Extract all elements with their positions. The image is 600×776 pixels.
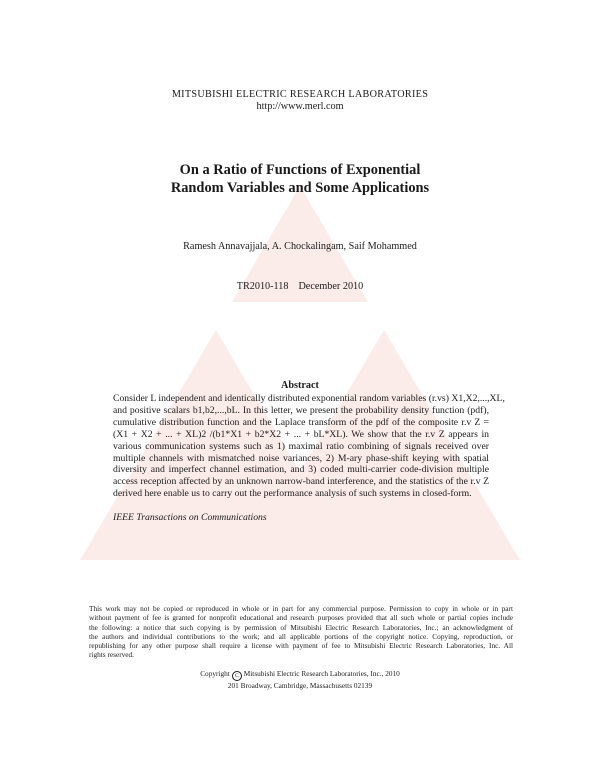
abstract-line: various communication systems such as 1) maximal ratio combining of signals received over [113,440,489,452]
abstract-line: access reception affected by an unknown narrow-band interference, and the statistics of the r.v Z [113,476,489,488]
footer [0,669,600,690]
report-number: TR2010-118 [236,281,289,292]
notice-line: This work may not be copied or reproduced in whole or in part for any commercial purpose. Permission to copy in whole or in part [89,604,513,613]
abstract-line: diversity and imperfect channel estimation, and 3) coded multi-carrier code-division multiple [113,464,489,476]
abstract-heading: Abstract [281,380,319,391]
notice-line: without payment of fee is granted for nonprofit educational and research purposes provided that all such whole or partial copies include [89,613,513,623]
copyright-prefix: Copyright [200,669,230,678]
abstract-line: and positive scalars b1,b2,...,bL. In this letter, we present the probability density function (pdf), [113,404,489,416]
report-date: December 2010 [298,281,364,292]
copyright-notice [89,604,513,660]
abstract-line: multiple channels with mismatched noise variances, 2) M-ary phase-shift keying with spatial [113,452,489,464]
paper-title [0,162,600,197]
authors: Ramesh Annavajjala, A. Chockalingam, Saif Mohammed [183,241,417,252]
notice-line: republishing for any other purpose shall require a license with payment of fee to Mitsubishi Electric Research Laboratories, Inc. All [89,641,513,651]
copyright-line [0,669,600,681]
title-line: On a Ratio of Functions of Exponential [179,162,421,178]
lab-url[interactable]: http://www.merl.com [256,101,344,112]
notice-line: the following: a notice that such copying is by permission of Mitsubishi Electric Research Laboratories, Inc.; an acknowledgment of [89,622,513,632]
abstract-line: derived here enable us to carry out the performance analysis of such systems in closed-form. [113,488,472,500]
abstract-line: (X1 + X2 + ... + XL)2 /(b1*X1 + b2*X2 + ... + bL*XL). We show that the r.v Z appears in [113,428,489,440]
report-info [0,281,600,292]
notice-line: rights reserved. [89,650,134,660]
abstract-line: cumulative distribution function and the Laplace transform of the pdf of the composite r.v Z = [113,416,489,428]
title-line: Random Variables and Some Applications [170,179,430,196]
abstract-line: Consider L independent and identically distributed exponential random variables (r.vs) X1,X2,...,XL, [113,393,505,404]
notice-line: the authors and individual contributions to the work; and all applicable portions of the copyright notice. Copying, reproduction, or [89,631,513,641]
abstract-body [113,393,505,500]
copyright-text: Mitsubishi Electric Research Laboratories, Inc., 2010 [243,669,400,678]
lab-name: MITSUBISHI ELECTRIC RESEARCH LABORATORIES [171,89,429,100]
journal-name: IEEE Transactions on Communications [113,512,267,523]
address: 201 Broadway, Cambridge, Massachusetts 02139 [227,681,373,690]
copyright-symbol-icon: C [232,671,242,681]
